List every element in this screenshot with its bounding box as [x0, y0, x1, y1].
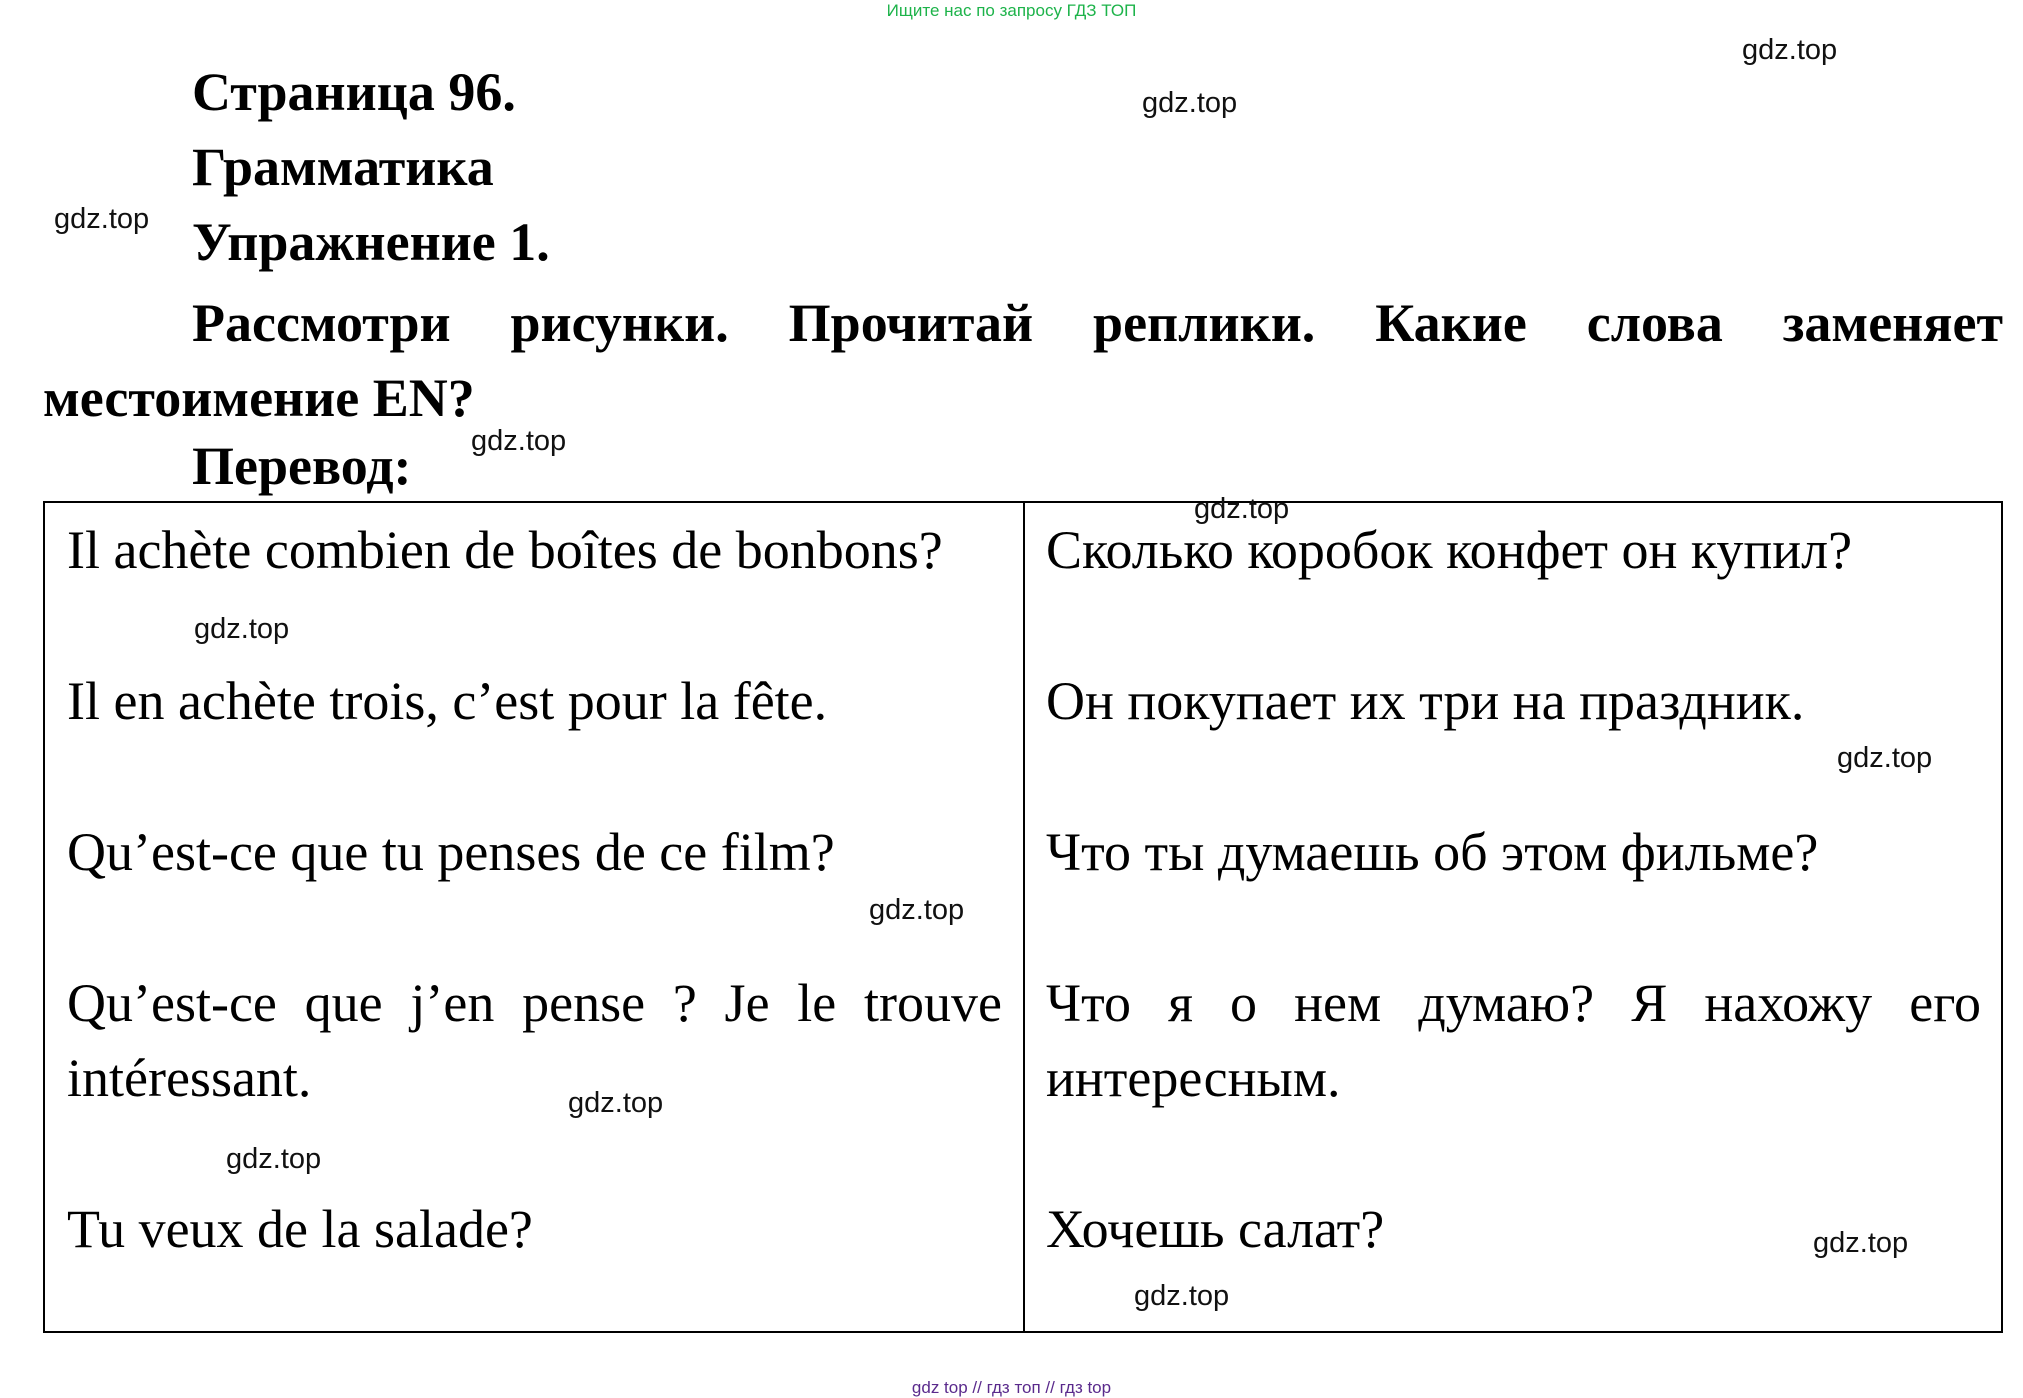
translation-table — [43, 501, 2003, 1333]
section-heading: Грамматика — [192, 137, 494, 197]
translation-label: Перевод: — [192, 436, 412, 496]
french-line-2: Il en achète trois, c’est pour la fête. — [67, 671, 828, 731]
watermark: gdz.top — [1813, 1227, 1909, 1259]
watermark: gdz.top — [568, 1087, 664, 1119]
russian-line-1: Сколько коробок конфет он купил? — [1046, 520, 1853, 580]
task-text: Рассмотри рисунки. Прочитай реплики. Какие слова заменяет местоимение EN? — [43, 293, 2003, 428]
french-line-5: Tu veux de la salade? — [67, 1199, 533, 1259]
watermark: gdz.top — [1142, 87, 1238, 119]
french-line-3: Qu’est-ce que tu penses de ce film? — [67, 822, 835, 882]
watermark: gdz.top — [226, 1143, 322, 1175]
top-banner: Ищите нас по запросу ГДЗ ТОП — [886, 1, 1137, 20]
watermark: gdz.top — [471, 425, 567, 457]
footer-links: gdz top // гдз топ // гдз top — [911, 1378, 1112, 1397]
watermark: gdz.top — [1742, 34, 1838, 66]
russian-line-3: Что ты думаешь об этом фильме? — [1046, 822, 1819, 882]
watermark: gdz.top — [1194, 493, 1290, 525]
column-divider — [1023, 503, 1025, 1331]
watermark: gdz.top — [54, 203, 150, 235]
russian-line-4: Что я о нем думаю? Я нахожу его интересным. — [1046, 973, 1981, 1108]
exercise-heading: Упражнение 1. — [192, 212, 550, 272]
watermark: gdz.top — [1837, 742, 1933, 774]
watermark: gdz.top — [194, 613, 290, 645]
french-line-1: Il achète combien de boîtes de bonbons? — [67, 520, 943, 580]
russian-line-2: Он покупает их три на праздник. — [1046, 671, 1805, 731]
watermark: gdz.top — [869, 894, 965, 926]
russian-line-5: Хочешь салат? — [1046, 1199, 1385, 1259]
watermark: gdz.top — [1134, 1280, 1230, 1312]
french-line-4: Qu’est-ce que j’en pense ? Je le trouve intéressant. — [67, 973, 1002, 1108]
page-number-heading: Страница 96. — [192, 62, 516, 122]
